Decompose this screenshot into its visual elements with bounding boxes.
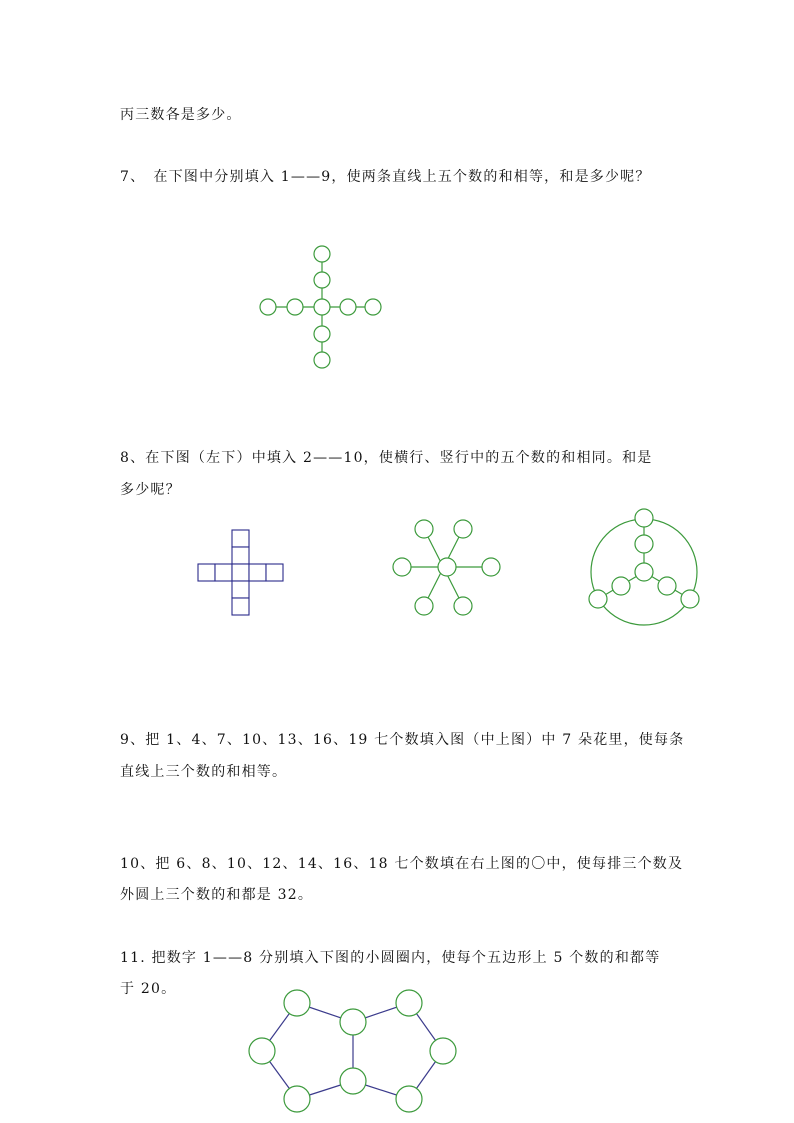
- figure-q7-cross: [250, 240, 390, 375]
- figure-q11-pentagons: [240, 985, 470, 1120]
- circle-node[interactable]: [365, 299, 381, 315]
- circle-node[interactable]: [415, 597, 433, 615]
- square-cell[interactable]: [232, 547, 249, 564]
- square-cell[interactable]: [232, 564, 249, 581]
- circle-node[interactable]: [430, 1038, 456, 1064]
- question-9-line-2: 直线上三个数的和相等。: [120, 764, 288, 780]
- circle-node[interactable]: [340, 299, 356, 315]
- square-cell[interactable]: [232, 598, 249, 615]
- question-10-line-2: 外圆上三个数的和都是 32。: [120, 887, 314, 903]
- square-cell[interactable]: [249, 564, 266, 581]
- circle-node[interactable]: [314, 299, 330, 315]
- circle-node[interactable]: [314, 272, 330, 288]
- square-cell[interactable]: [215, 564, 232, 581]
- figure-q8-star: [385, 512, 505, 622]
- square-cell[interactable]: [266, 564, 283, 581]
- circle-node[interactable]: [340, 1068, 366, 1094]
- circle-node[interactable]: [314, 246, 330, 262]
- circle-node[interactable]: [340, 1009, 366, 1035]
- question-8-line-2: 多少呢？: [120, 482, 181, 498]
- circle-node[interactable]: [314, 352, 330, 368]
- circle-node[interactable]: [415, 520, 433, 538]
- circle-node[interactable]: [658, 577, 676, 595]
- question-8-line-1: 8、在下图（左下）中填入 2——10，使横行、竖行中的五个数的和相同。和是: [120, 450, 653, 466]
- circle-node[interactable]: [635, 509, 653, 527]
- square-cell[interactable]: [232, 530, 249, 547]
- square-cell[interactable]: [198, 564, 215, 581]
- circle-node[interactable]: [249, 1038, 275, 1064]
- circle-node[interactable]: [454, 597, 472, 615]
- question-9-line-1: 9、把 1、4、7、10、13、16、19 七个数填入图（中上图）中 7 朵花里，使每条: [120, 732, 685, 748]
- circle-node[interactable]: [454, 520, 472, 538]
- question-7: 7、 在下图中分别填入 1——9，使两条直线上五个数的和相等，和是多少呢？: [120, 169, 651, 185]
- square-cell[interactable]: [232, 581, 249, 598]
- circle-node[interactable]: [589, 590, 607, 608]
- text-line-1: 丙三数各是多少。: [120, 107, 242, 123]
- question-11-line-1: 11. 把数字 1——8 分别填入下图的小圆圈内，使每个五边形上 5 个数的和都等: [120, 950, 661, 966]
- circle-node[interactable]: [314, 326, 330, 342]
- circle-node[interactable]: [287, 299, 303, 315]
- circle-node[interactable]: [482, 558, 500, 576]
- question-11-line-2: 于 20。: [120, 981, 177, 997]
- circle-node[interactable]: [284, 990, 310, 1016]
- circle-node[interactable]: [393, 558, 411, 576]
- figure-q8-ring: [580, 505, 710, 630]
- circle-node[interactable]: [635, 535, 653, 553]
- circle-node[interactable]: [681, 590, 699, 608]
- circle-node[interactable]: [396, 990, 422, 1016]
- circle-node[interactable]: [635, 563, 653, 581]
- figure-q8-square-cross: [195, 528, 287, 618]
- circle-node[interactable]: [284, 1086, 310, 1112]
- circle-node[interactable]: [612, 577, 630, 595]
- question-10-line-1: 10、把 6、8、10、12、14、16、18 七个数填在右上图的〇中，使每排三个数及: [120, 856, 684, 872]
- circle-node[interactable]: [260, 299, 276, 315]
- circle-node[interactable]: [438, 558, 456, 576]
- circle-node[interactable]: [396, 1086, 422, 1112]
